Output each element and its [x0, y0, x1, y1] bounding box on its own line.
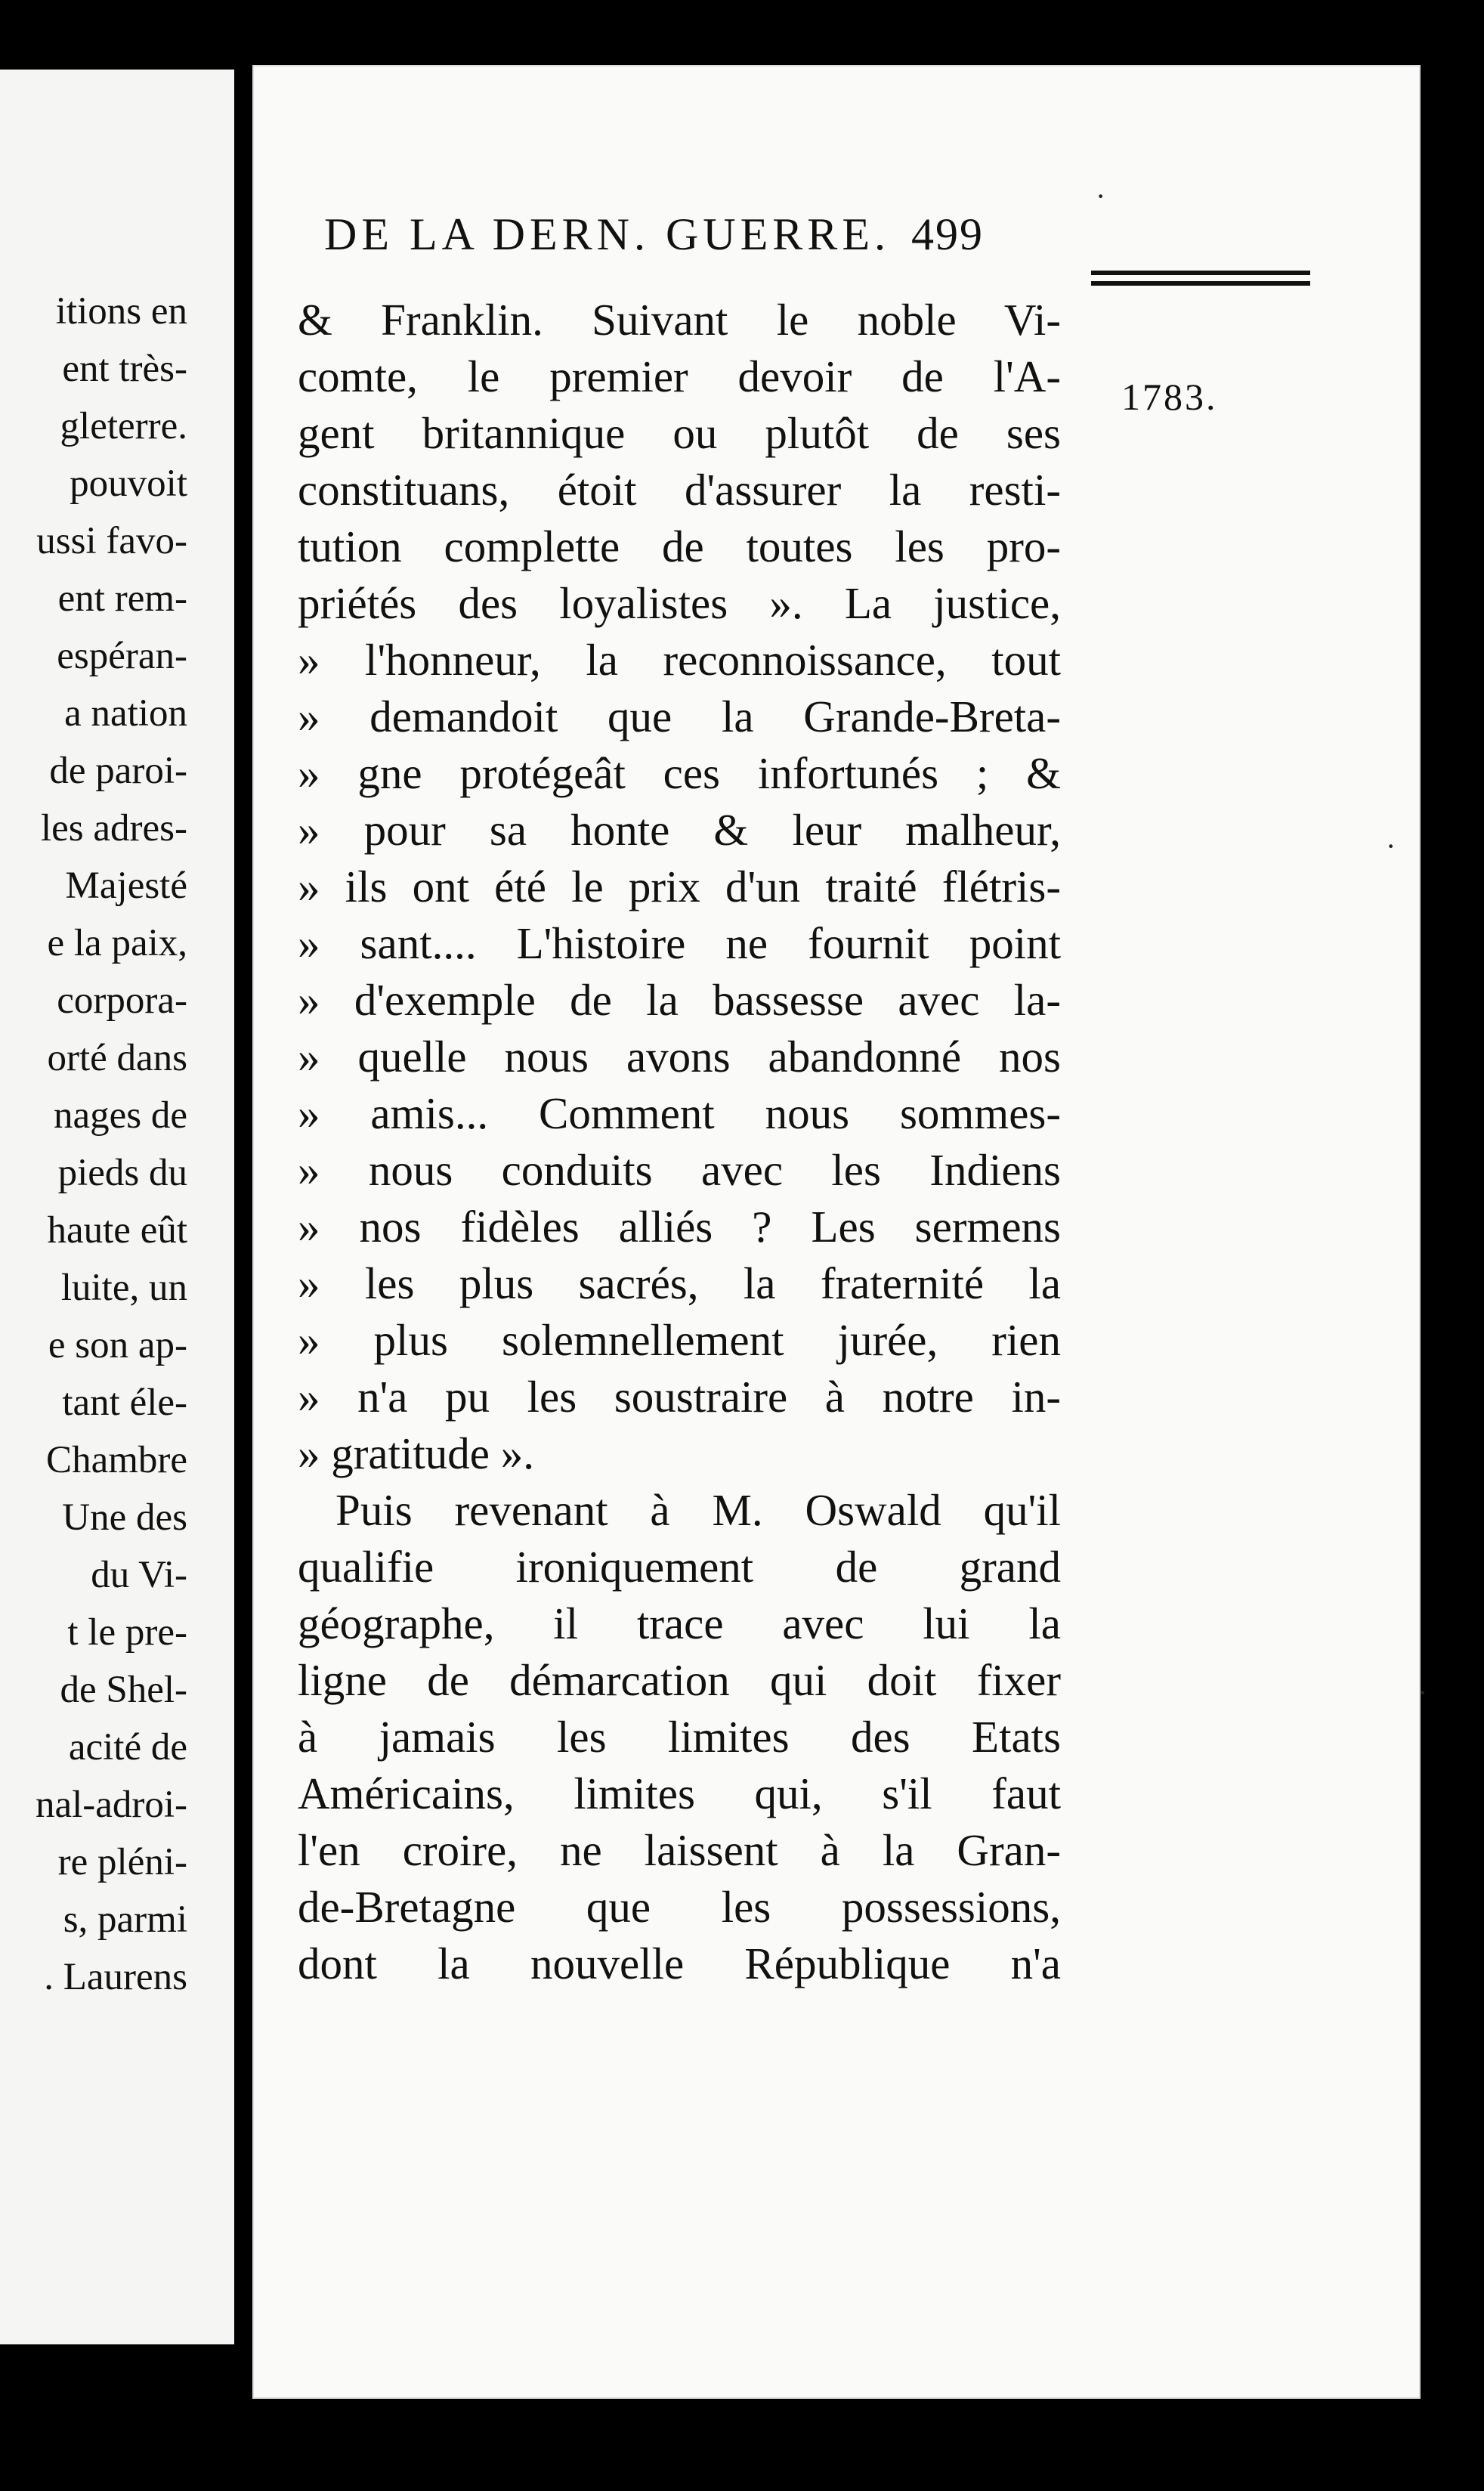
left-line: acité de: [68, 1726, 187, 1768]
text-line: » amis... Comment nous sommes-: [298, 1088, 1061, 1138]
text-line: & Franklin. Suivant le noble Vi-: [298, 295, 1061, 345]
left-line: re pléni-: [57, 1841, 187, 1883]
left-line: t le pre-: [67, 1611, 187, 1654]
margin-rule: [1091, 281, 1310, 286]
book-gutter: [234, 0, 252, 2491]
text-line: constituans, étoit d'assurer la resti-: [298, 465, 1061, 515]
text-line: Américains, limites qui, s'il faut: [298, 1768, 1061, 1818]
text-line: géographe, il trace avec lui la: [298, 1598, 1061, 1648]
running-head-title: DE LA DERN. GUERRE.: [324, 209, 890, 259]
left-line: s, parmi: [63, 1898, 187, 1941]
left-line: Une des: [62, 1496, 187, 1539]
left-line: pouvoit: [70, 463, 187, 505]
text-line: tution complette de toutes les pro-: [298, 521, 1061, 571]
page-number: 499: [910, 209, 984, 259]
left-line: tant éle-: [62, 1382, 187, 1424]
text-line: l'en croire, ne laissent à la Gran-: [298, 1825, 1061, 1875]
left-line: les adres-: [41, 807, 187, 849]
text-line: » n'a pu les soustraire à notre in-: [298, 1372, 1061, 1422]
text-line: de-Bretagne que les possessions,: [298, 1882, 1061, 1932]
margin-rule: [1091, 271, 1310, 275]
text-line: » gne protégeât ces infortunés ; &: [298, 748, 1061, 798]
left-line: espéran-: [57, 635, 187, 677]
left-line: luite, un: [60, 1267, 187, 1309]
running-head: [324, 209, 1080, 261]
text-line: » ils ont été le prix d'un traité flétris-: [298, 862, 1061, 911]
text-line: » pour sa honte & leur malheur,: [298, 805, 1061, 855]
margin-dot: ·: [1418, 1676, 1428, 1710]
text-line: à jamais les limites des Etats: [298, 1712, 1061, 1762]
left-line: nages de: [53, 1094, 187, 1137]
left-line: e la paix,: [47, 922, 187, 964]
left-line: . Laurens: [44, 1956, 187, 1998]
left-line: orté dans: [47, 1037, 187, 1079]
text-line: » d'exemple de la bassesse avec la-: [298, 975, 1061, 1025]
text-line: qualifie ironiquement de grand: [298, 1542, 1061, 1592]
text-line: comte, le premier devoir de l'A-: [298, 351, 1061, 401]
text-line: » quelle nous avons abandonné nos: [298, 1032, 1061, 1081]
text-line: gent britannique ou plutôt de ses: [298, 408, 1061, 458]
text-line: » plus solemnellement jurée, rien: [298, 1315, 1061, 1365]
left-line: de Shel-: [60, 1669, 187, 1711]
left-line: ent rem-: [57, 577, 187, 620]
left-line: pieds du: [57, 1152, 187, 1194]
text-line: » nos fidèles alliés ? Les sermens: [298, 1202, 1061, 1252]
text-line: » demandoit que la Grande-Breta-: [298, 692, 1061, 741]
text-line: » l'honneur, la reconnoissance, tout: [298, 635, 1061, 685]
left-page: [0, 70, 237, 2344]
body-text: [298, 292, 1061, 1992]
left-line: haute eût: [47, 1209, 187, 1252]
left-line: ussi favo-: [36, 520, 187, 562]
left-line: e son ap-: [48, 1324, 187, 1366]
left-line: corpora-: [57, 979, 187, 1022]
text-line: » sant.... L'histoire ne fournit point: [298, 918, 1061, 968]
text-line: ligne de démarcation qui doit fixer: [298, 1655, 1061, 1705]
right-page: [252, 65, 1428, 2399]
left-line: ent très-: [62, 348, 187, 390]
text-line: » les plus sacrés, la fraternité la: [298, 1258, 1061, 1308]
left-line: nal-adroi-: [35, 1784, 187, 1826]
margin-dot: ·: [1386, 829, 1396, 863]
text-line: » gratitude ».: [298, 1428, 534, 1478]
margin-dot: ·: [1096, 179, 1106, 213]
text-line: » nous conduits avec les Indiens: [298, 1145, 1061, 1195]
text-line: Puis revenant à M. Oswald qu'il: [335, 1485, 1061, 1535]
left-line: du Vi-: [91, 1554, 187, 1596]
left-line: gleterre.: [60, 405, 187, 447]
text-line: dont la nouvelle République n'a: [298, 1939, 1061, 1988]
left-page-text: [36, 283, 187, 2006]
left-line: Chambre: [46, 1439, 187, 1481]
margin-year: 1783.: [1121, 376, 1218, 418]
left-line: Majesté: [65, 865, 187, 907]
text-line: priétés des loyalistes ». La justice,: [298, 578, 1061, 628]
left-line: a nation: [64, 692, 187, 735]
left-line: itions en: [55, 290, 187, 333]
left-line: de paroi-: [49, 750, 187, 792]
